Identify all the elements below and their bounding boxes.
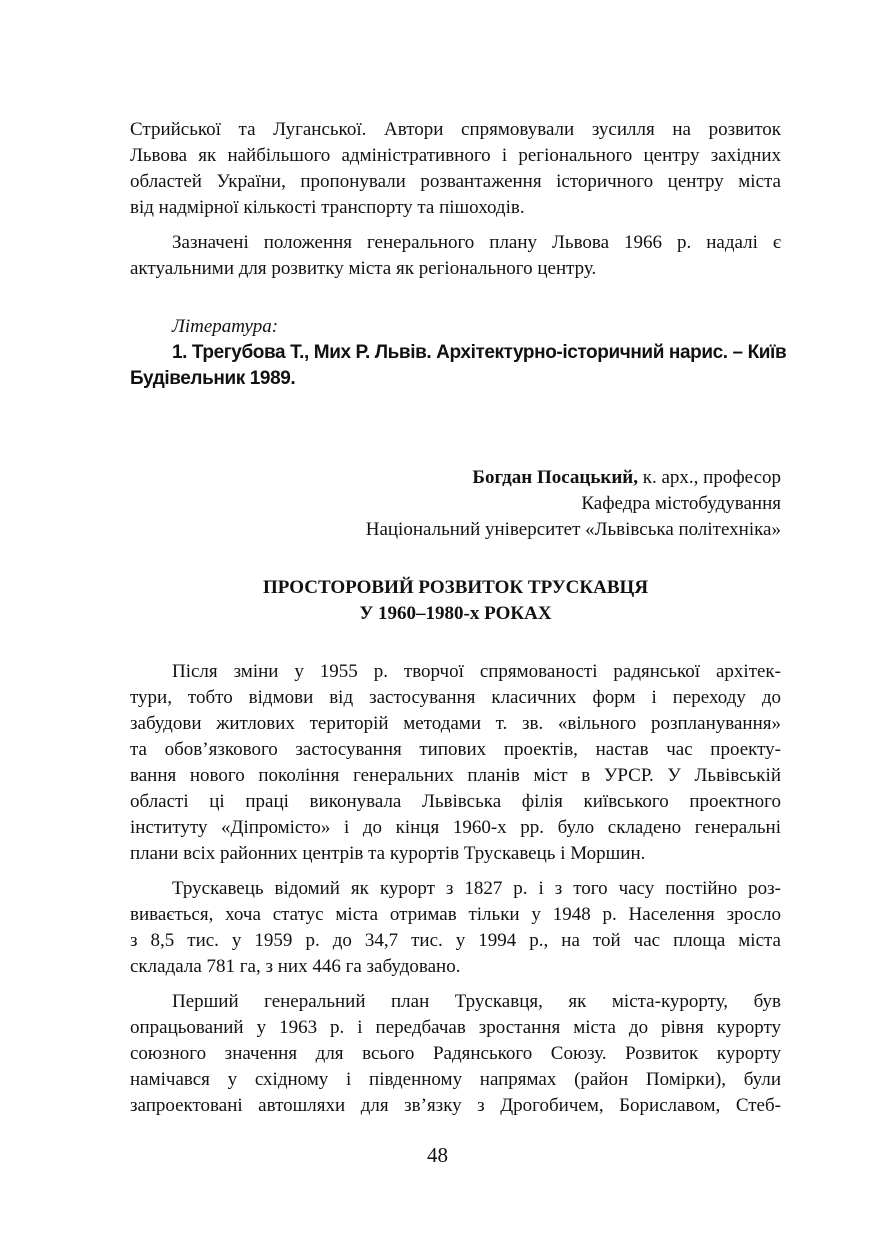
- text-line: інституту «Діпромісто» і до кінця 1960-х рр. було складено генеральні: [130, 817, 781, 838]
- author-line: [130, 465, 781, 491]
- article-title: [130, 575, 781, 627]
- intro-paragraph-2: [130, 230, 781, 282]
- author-degree: к. арх., професор: [638, 467, 781, 488]
- text-line: областей України, пропонували розвантаження історичного центру міста: [130, 171, 781, 192]
- page-body: [130, 117, 787, 1119]
- text-line: вання нового покоління генеральних планів міст в УРСР. У Львівській: [130, 765, 781, 786]
- page-number: 48: [427, 1143, 448, 1167]
- text-line: актуальними для розвитку міста як регіонального центру.: [130, 258, 597, 279]
- text-line: від надмірної кількості транспорту та пішоходів.: [130, 197, 525, 218]
- text-line: та обов’язкового застосування типових проектів, настав час проекту-: [130, 739, 781, 760]
- text-line: Зазначені положення генерального плану Львова 1966 р. надалі є: [172, 232, 781, 253]
- text-line: тури, тобто відмови від застосування класичних форм і переходу до: [130, 687, 781, 708]
- text-line: з 8,5 тис. у 1959 р. до 34,7 тис. у 1994 р., на той час площа міста: [130, 930, 781, 951]
- text-line: вивається, хоча статус міста отримав тільки у 1948 р. Населення зросло: [130, 904, 781, 925]
- text-line: Перший генеральний план Трускавця, як міста-курорту, був: [172, 991, 781, 1012]
- author-department: Кафедра містобудування: [581, 493, 781, 514]
- text-line: намічався у східному і південному напрямах (район Помірки), були: [130, 1069, 781, 1090]
- article-paragraph-3: [130, 989, 781, 1119]
- literature-item: [130, 340, 787, 392]
- text-line: Після зміни у 1955 р. творчої спрямованості радянської архітек-: [172, 661, 781, 682]
- text-line: опрацьований у 1963 р. і передбачав зростання міста до рівня курорту: [130, 1017, 781, 1038]
- text-line: Будівельник 1989.: [130, 368, 296, 389]
- title-line-2: У 1960–1980-х РОКАХ: [359, 603, 552, 624]
- author-name: Богдан Посацький,: [472, 467, 639, 488]
- author-block: [130, 465, 781, 543]
- text-line: забудови житлових територій методами т. зв. «вільного розпланування»: [130, 713, 781, 734]
- text-line: Львова як найбільшого адміністративного і регіонального центру західних: [130, 145, 781, 166]
- text-line: складала 781 га, з них 446 га забудовано.: [130, 956, 461, 977]
- text-line: плани всіх районних центрів та курортів Трускавець і Моршин.: [130, 843, 646, 864]
- text-line: області ці праці виконувала Львівська філія київського проектного: [130, 791, 781, 812]
- text-line: Трускавець відомий як курорт з 1827 р. і з того часу постійно роз-: [172, 878, 781, 899]
- article-paragraph-1: [130, 659, 781, 867]
- intro-paragraph-1: [130, 117, 781, 221]
- literature-label: Література:: [172, 316, 279, 337]
- text-line: Стрийської та Луганської. Автори спрямовували зусилля на розвиток: [130, 119, 781, 140]
- text-line: союзного значення для всього Радянського Союзу. Розвиток курорту: [130, 1043, 781, 1064]
- text-line: запроектовані автошляхи для зв’язку з Дрогобичем, Бориславом, Стеб-: [130, 1095, 781, 1116]
- title-line-1: ПРОСТОРОВИЙ РОЗВИТОК ТРУСКАВЦЯ: [262, 577, 649, 598]
- author-university: Національний університет «Львівська політехніка»: [365, 519, 781, 540]
- article-paragraph-2: [130, 876, 781, 980]
- text-line: 1. Трегубова Т., Мих Р. Львів. Архітектурно-історичний нарис. – Київ: [172, 342, 787, 363]
